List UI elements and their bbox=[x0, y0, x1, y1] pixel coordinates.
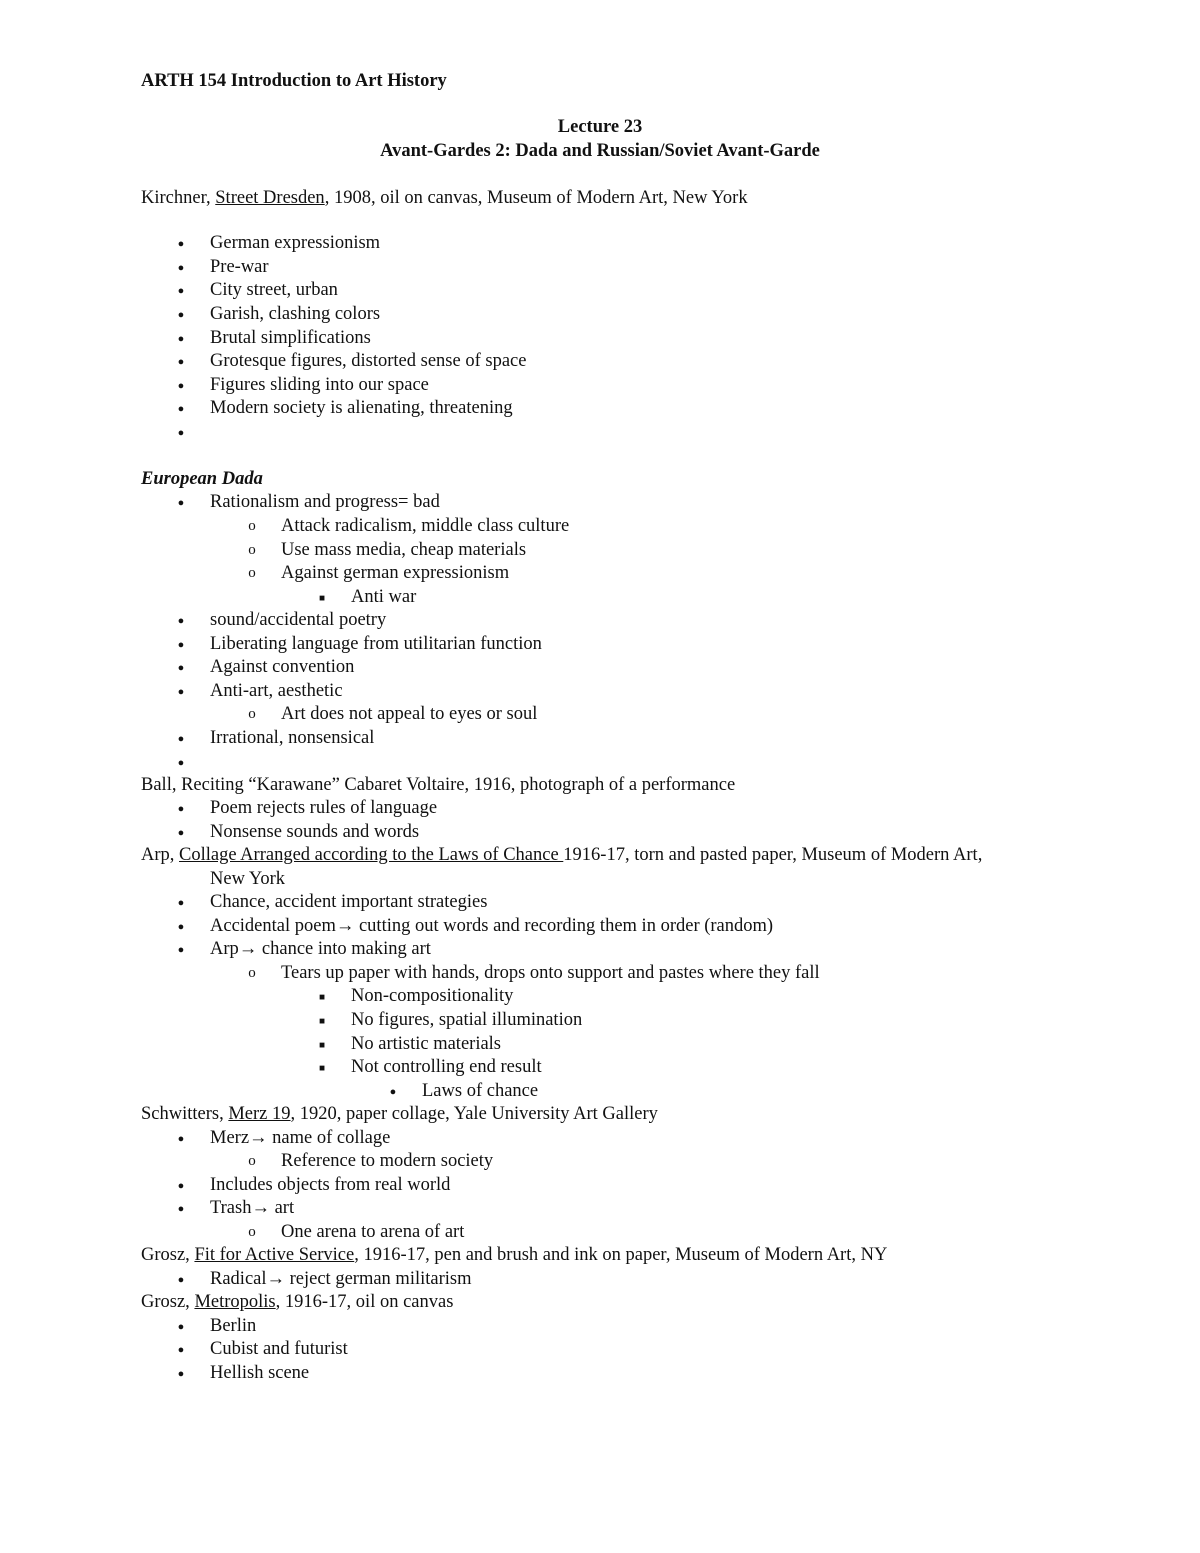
bullet-icon bbox=[174, 608, 188, 633]
bullet-icon bbox=[174, 937, 188, 962]
work-citation-ball: Ball, Reciting “Karawane” Cabaret Voltaire, 1916, photograph of a performance bbox=[141, 775, 736, 795]
bullet-icon bbox=[174, 1361, 188, 1386]
bullet-icon bbox=[174, 726, 188, 751]
bullet-icon bbox=[174, 1126, 188, 1151]
bullet-icon bbox=[174, 679, 188, 704]
circle-bullet-icon bbox=[245, 1220, 259, 1244]
section-heading: European Dada bbox=[141, 469, 263, 489]
bullet-icon bbox=[174, 420, 188, 445]
document-page: ARTH 154 Introduction to Art History Lecture 23 Avant-Gardes 2: Dada and Russian/Soviet Avant-Garde Kirchner, Street Dresden, 1908, oil on canvas, Museum of Modern Art, New York ● German expressionism ● Pre-war ● City street, urban ● Garish, clashing colors ● Brutal simplifications ● Grotesque figures, distorted sense of space ● Figures sliding into our space ● Modern society is alienating, threatening ● European Dada ● Rationalism and progress= bad o Attack radicalism, middle class culture o Use mass media, cheap materials o Against german expressionism ■ Anti war ● sound/accidental poetry ● Liberating language from utilitarian function ● Against convention ● Anti-art, aesthetic o Art does not appeal to eyes or soul ● Irrational, nonsensical ● Ball, Reciting “Karawane” Cabaret Voltaire, 1916, photograph of a performance ● Poem rejects rules of language ● Nonsense sounds and words Arp, Collage Arranged according to the Laws of Chance 1916-17, torn and pasted paper, Museum of Modern Art, New York ● Chance, accident important strategies ● Accidental poem→ cutting out words and recording them in order (random) ● Arp→ chance into making art o Tears up paper with hands, drops onto support and pastes where they fall ■ Non-compositionality ■ No figures, spatial illumination ■ No artistic materials ■ Not controlling end result ● Laws of chance Schwitters, Merz 19, 1920, paper collage, Yale University Art Gallery ● Merz→ name of collage o Reference to modern society ● Includes objects from real world ● Trash→ art o One arena to arena of art Grosz, Fit for Active Service, 1916-17, pen and brush and ink on paper, Museum of Modern Art, NY ● Radical→ reject german militarism Grosz, Metropolis, 1916-17, oil on canvas ● Berlin ● Cubist and futurist ● Hellish scene bbox=[0, 0, 1200, 1553]
circle-bullet-icon bbox=[245, 514, 259, 538]
work-citation-kirchner bbox=[141, 186, 748, 210]
artist-name: Kirchner, bbox=[141, 188, 216, 208]
bullet-icon bbox=[174, 373, 188, 398]
bullet-icon bbox=[174, 1337, 188, 1362]
bullet-icon bbox=[174, 349, 188, 374]
bullet-icon bbox=[386, 1079, 400, 1104]
work-citation-arp-continued: New York bbox=[210, 869, 286, 889]
artist-name: Arp, bbox=[141, 845, 180, 865]
work-citation-grosz-metropolis bbox=[141, 1290, 453, 1314]
bullet-icon bbox=[174, 278, 188, 303]
artist-name: Grosz, bbox=[141, 1245, 195, 1265]
circle-bullet-icon bbox=[245, 561, 259, 585]
work-citation-schwitters bbox=[141, 1102, 658, 1126]
work-details: 1916-17, torn and pasted paper, Museum of Modern Art, bbox=[563, 845, 983, 865]
work-title: Street Dresden bbox=[215, 188, 325, 208]
bullet-icon bbox=[174, 820, 188, 845]
square-bullet-icon bbox=[315, 1055, 329, 1081]
work-citation-grosz-fit bbox=[141, 1243, 887, 1267]
bullet-icon bbox=[174, 632, 188, 657]
bullet-icon bbox=[174, 750, 188, 775]
work-details: , 1908, oil on canvas, Museum of Modern Art, New York bbox=[324, 188, 748, 208]
artist-name: Grosz, bbox=[141, 1292, 195, 1312]
bullet-icon bbox=[174, 302, 188, 327]
lecture-title: Avant-Gardes 2: Dada and Russian/Soviet Avant-Garde bbox=[380, 141, 820, 161]
circle-bullet-icon bbox=[245, 1149, 259, 1173]
work-title: Collage Arranged according to the Laws of Chance bbox=[179, 845, 564, 865]
bullet-icon bbox=[174, 490, 188, 515]
bullet-icon bbox=[174, 890, 188, 915]
course-title: ARTH 154 Introduction to Art History bbox=[141, 71, 447, 91]
bullet-icon bbox=[174, 231, 188, 256]
bullet-icon bbox=[174, 655, 188, 680]
work-details: , 1916-17, oil on canvas bbox=[275, 1292, 454, 1312]
artist-name: Schwitters, bbox=[141, 1104, 229, 1124]
square-bullet-icon bbox=[315, 1008, 329, 1034]
bullet-icon bbox=[174, 255, 188, 280]
lecture-number: Lecture 23 bbox=[557, 117, 643, 137]
bullet-icon bbox=[174, 1314, 188, 1339]
circle-bullet-icon bbox=[245, 961, 259, 985]
work-title: Metropolis bbox=[194, 1292, 276, 1312]
bullet-icon bbox=[174, 796, 188, 821]
work-title: Fit for Active Service bbox=[194, 1245, 355, 1265]
circle-bullet-icon bbox=[245, 538, 259, 562]
bullet-icon bbox=[174, 326, 188, 351]
bullet-icon bbox=[174, 396, 188, 421]
bullet-icon bbox=[174, 914, 188, 939]
bullet-icon bbox=[174, 1267, 188, 1292]
square-bullet-icon bbox=[315, 984, 329, 1010]
work-details: , 1920, paper collage, Yale University Art Gallery bbox=[290, 1104, 658, 1124]
bullet-icon bbox=[174, 1196, 188, 1221]
work-details: , 1916-17, pen and brush and ink on paper, Museum of Modern Art, NY bbox=[354, 1245, 888, 1265]
bullet-icon bbox=[174, 1173, 188, 1198]
work-title: Merz 19 bbox=[228, 1104, 291, 1124]
circle-bullet-icon bbox=[245, 702, 259, 726]
work-citation-arp bbox=[141, 843, 982, 867]
